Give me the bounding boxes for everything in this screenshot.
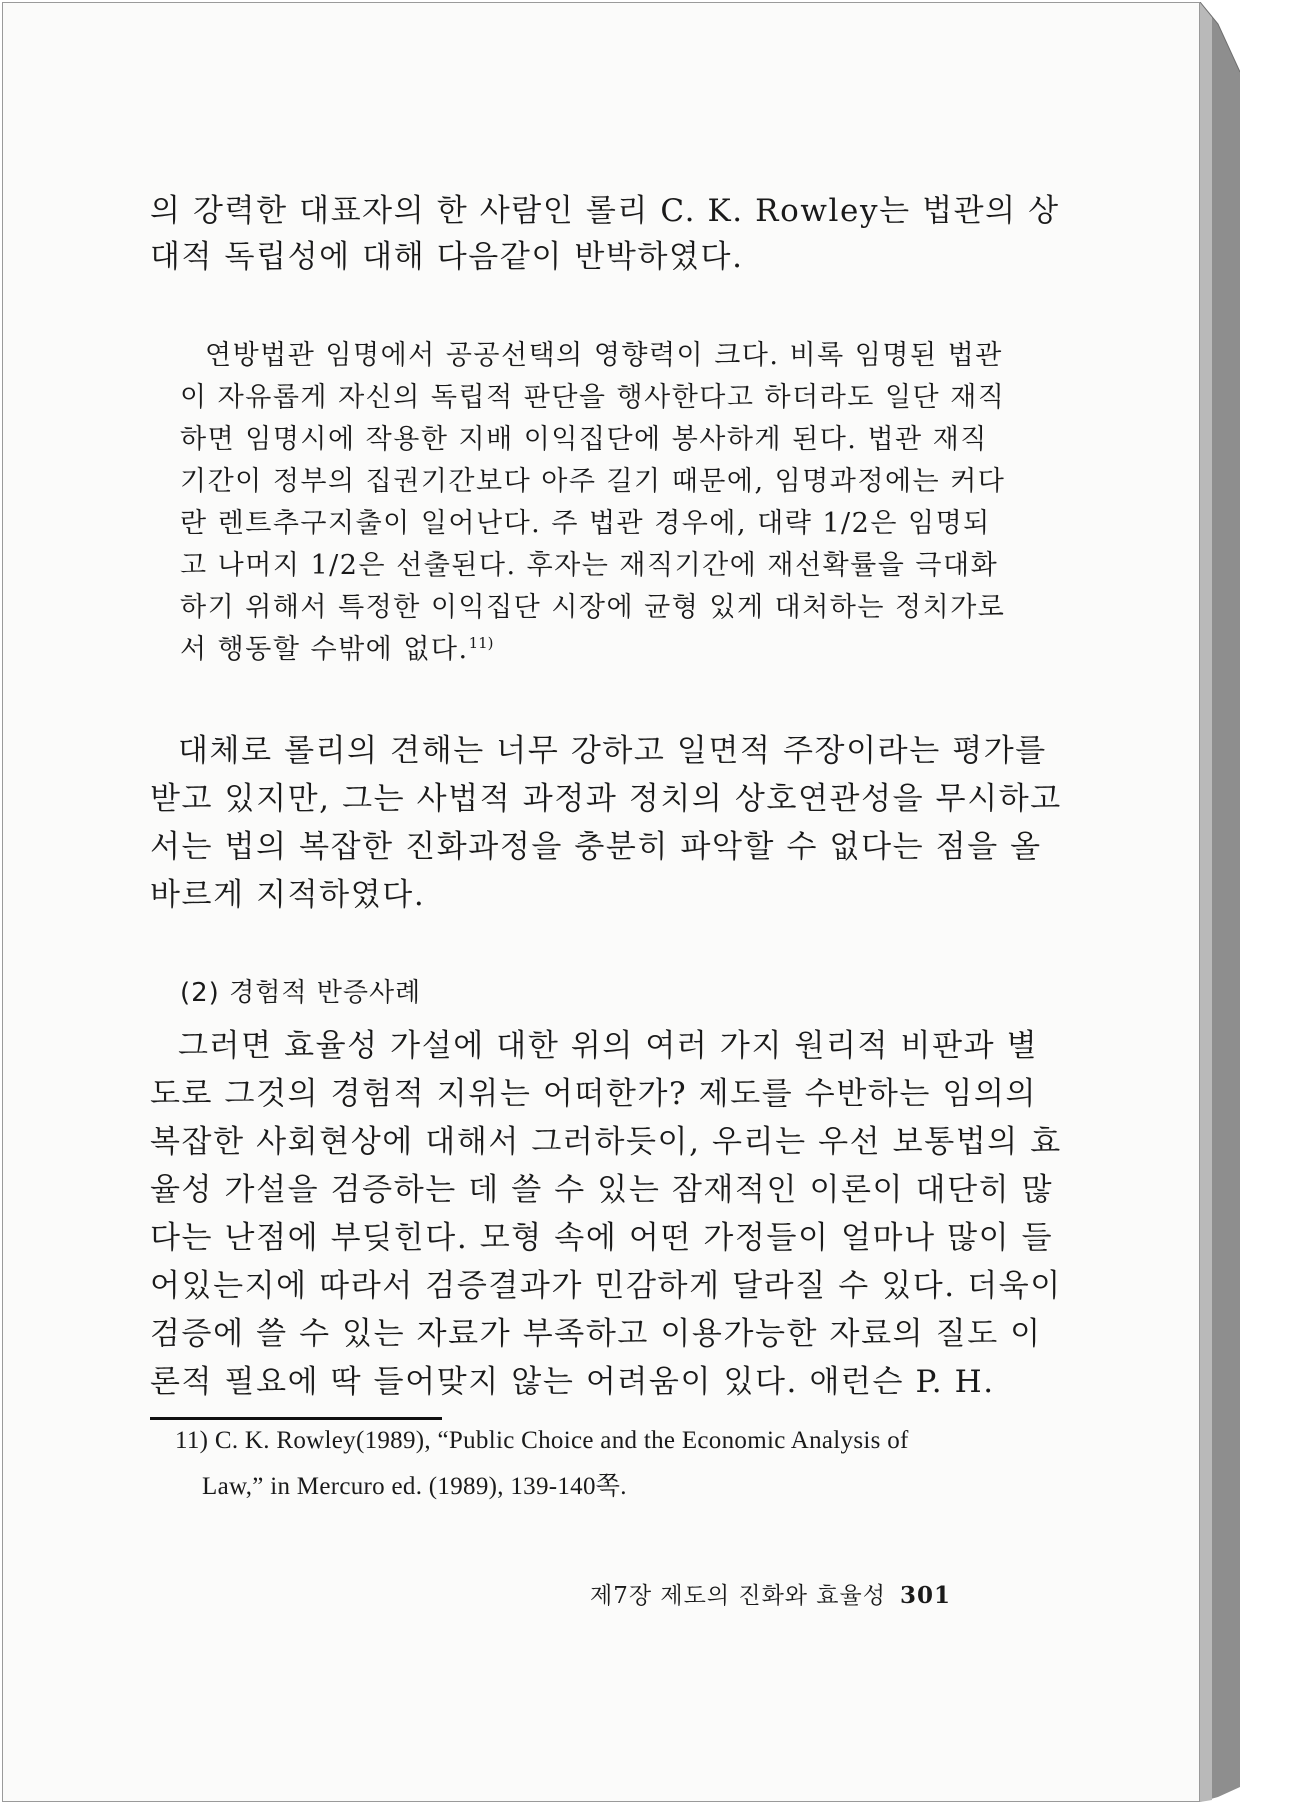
footnote-divider bbox=[150, 1417, 442, 1420]
paragraph2-line: 대체로 롤리의 견해는 너무 강하고 일면적 주장이라는 평가를 bbox=[178, 733, 1047, 769]
quote-line-last bbox=[180, 627, 494, 666]
section-heading: (2) 경험적 반증사례 bbox=[180, 978, 422, 1008]
quote-line: 란 렌트추구지출이 일어난다. 주 법관 경우에, 대략 1/2은 임명되 bbox=[180, 508, 991, 539]
paragraph1-line: 대적 독립성에 대해 다음같이 반박하였다. bbox=[150, 239, 744, 275]
quote-line: 하기 위해서 특정한 이익집단 시장에 균형 있게 대처하는 정치가로 bbox=[180, 592, 1006, 623]
quote-line: 하면 임명시에 작용한 지배 이익집단에 봉사하게 된다. 법관 재직 bbox=[180, 424, 988, 455]
paragraph3-line: 론적 필요에 딱 들어맞지 않는 어려움이 있다. 애런슨 P. H. bbox=[150, 1364, 995, 1400]
footnote-reference: 11) bbox=[468, 634, 494, 652]
paragraph3-line: 다는 난점에 부딪힌다. 모형 속에 어떤 가정들이 얼마나 많이 들 bbox=[150, 1220, 1054, 1256]
paragraph3-line: 그러면 효율성 가설에 대한 위의 여러 가지 원리적 비판과 별 bbox=[178, 1028, 1039, 1064]
page-number: 301 bbox=[899, 1582, 951, 1609]
quote-last-text: 서 행동할 수밖에 없다. bbox=[180, 634, 469, 665]
quote-line: 고 나머지 1/2은 선출된다. 후자는 재직기간에 재선확률을 극대화 bbox=[180, 550, 999, 581]
paragraph2-line: 바르게 지적하였다. bbox=[150, 877, 426, 913]
paragraph2-line: 서는 법의 복잡한 진화과정을 충분히 파악할 수 없다는 점을 올 bbox=[150, 829, 1042, 865]
paragraph3-line: 복잡한 사회현상에 대해서 그러하듯이, 우리는 우선 보통법의 효 bbox=[150, 1124, 1062, 1160]
paragraph1-line: 의 강력한 대표자의 한 사람인 롤리 C. K. Rowley는 법관의 상 bbox=[150, 193, 1060, 229]
paragraph2-line: 받고 있지만, 그는 사법적 과정과 정치의 상호연관성을 무시하고 bbox=[150, 781, 1062, 817]
paragraph3-line: 어있는지에 따라서 검증결과가 민감하게 달라질 수 있다. 더욱이 bbox=[150, 1268, 1062, 1304]
footnote-line: Law,” in Mercuro ed. (1989), 139-140쪽. bbox=[202, 1473, 627, 1500]
page-footer bbox=[590, 1577, 951, 1610]
paragraph3-line: 도로 그것의 경험적 지위는 어떠한가? 제도를 수반하는 임의의 bbox=[150, 1076, 1038, 1112]
paragraph3-line: 검증에 쓸 수 있는 자료가 부족하고 이용가능한 자료의 질도 이 bbox=[150, 1316, 1042, 1352]
quote-line: 기간이 정부의 집권기간보다 아주 길기 때문에, 임명과정에는 커다 bbox=[180, 466, 1006, 497]
paragraph3-line: 율성 가설을 검증하는 데 쓸 수 있는 잠재적인 이론이 대단히 많 bbox=[150, 1172, 1054, 1208]
page-edge bbox=[1200, 2, 1240, 1802]
chapter-title: 제7장 제도의 진화와 효율성 bbox=[590, 1583, 886, 1609]
footnote-line: 11) C. K. Rowley(1989), “Public Choice and the Economic Analysis of bbox=[175, 1427, 909, 1454]
quote-line: 이 자유롭게 자신의 독립적 판단을 행사한다고 하더라도 일단 재직 bbox=[180, 382, 1006, 413]
quote-line: 연방법관 임명에서 공공선택의 영향력이 크다. 비록 임명된 법관 bbox=[205, 340, 1003, 371]
